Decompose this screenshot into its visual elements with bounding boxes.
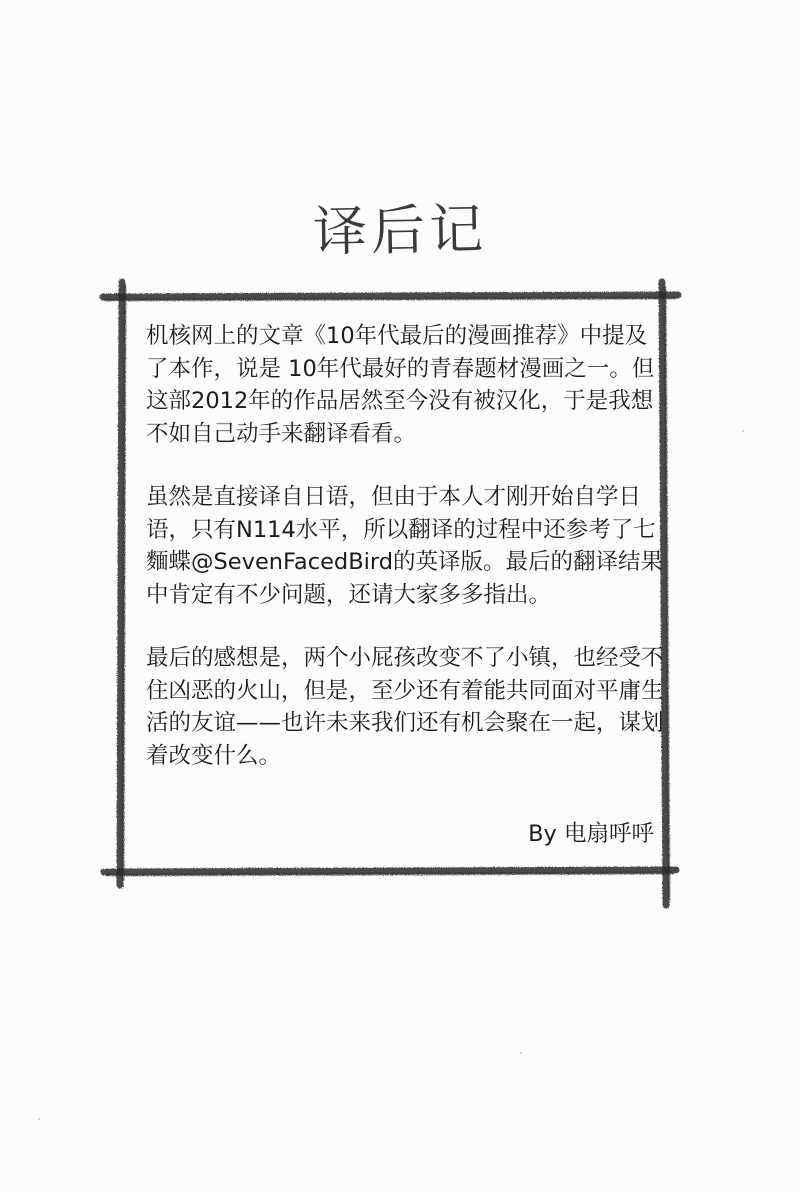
paper-speck — [520, 1052, 522, 1054]
paragraph-2: 虽然是直接译自日语，但由于本人才刚开始自学日语，只有N114水平，所以翻译的过程中还参考了七麵蝶@SevenFacedBird的英译版。最后的翻译结果中肯定有不少问题，还请大家多多指出。 — [146, 484, 664, 608]
signature: By 电扇呼呼 — [528, 821, 654, 847]
afterword-body — [146, 320, 666, 803]
paragraph-3: 最后的感想是，两个小屁孩改变不了小镇，也经受不住凶恶的火山，但是，至少还有着能共同面对平庸生活的友谊——也许未来我们还有机会聚在一起，谋划着改变什么。 — [146, 645, 664, 769]
paragraph-1: 机核网上的文章《10年代最后的漫画推荐》中提及了本作，说是 10年代最好的青春题材漫画之一。但这部2012年的作品居然至今没有被汉化，于是我想不如自己动手来翻译看看。 — [146, 323, 655, 447]
paper-speck — [742, 430, 744, 432]
paper-speck — [38, 1118, 40, 1120]
page-title: 译后记 — [312, 197, 488, 264]
